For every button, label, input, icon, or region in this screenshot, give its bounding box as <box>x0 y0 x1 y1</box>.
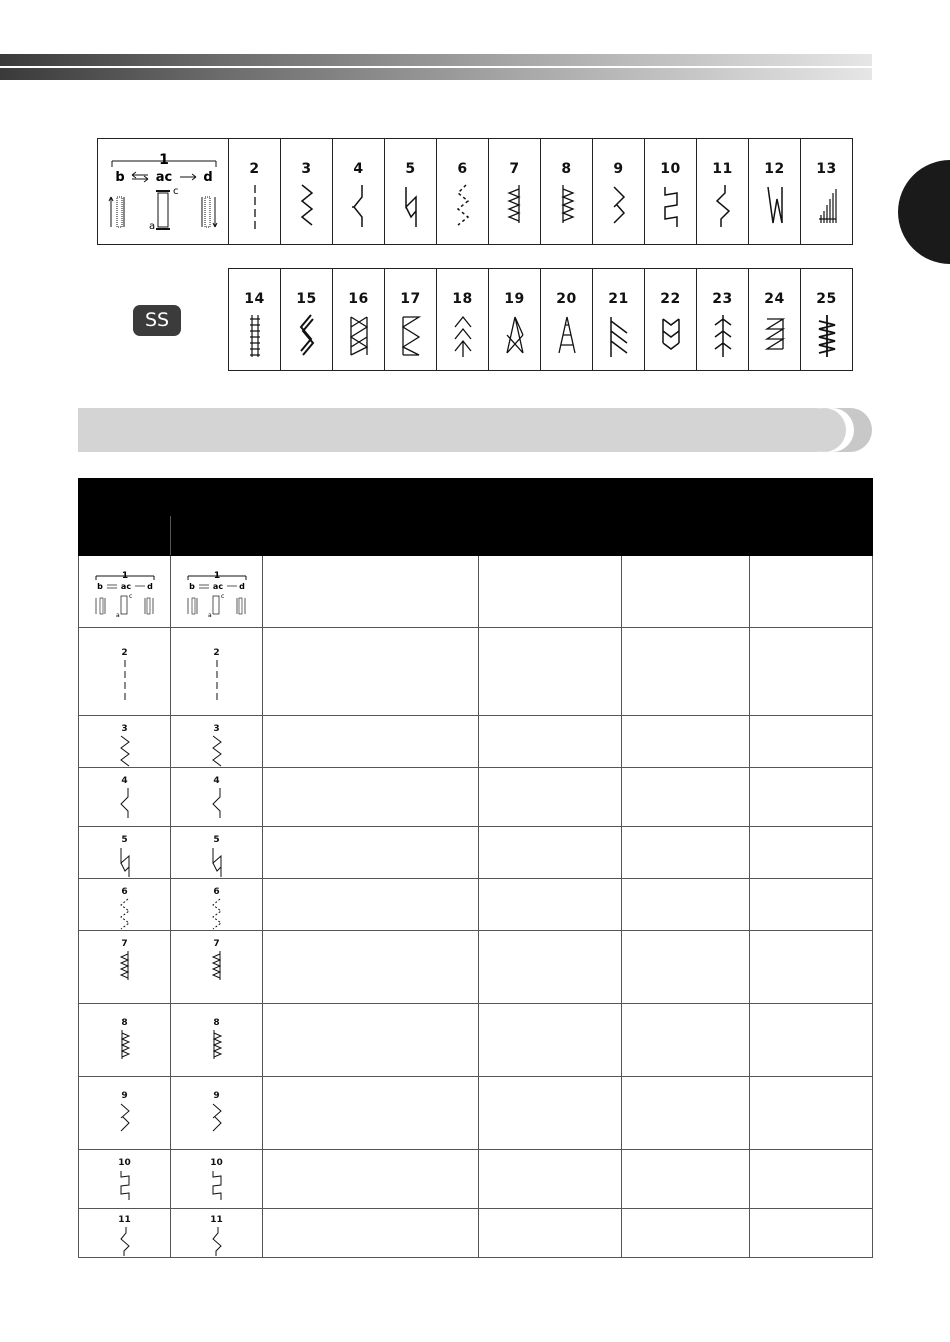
stitch-number: 10 <box>210 1158 223 1168</box>
stitch-cell-20[interactable] <box>541 269 593 371</box>
overlock-stitch-icon <box>118 846 132 878</box>
stitch-number: 16 <box>348 291 369 307</box>
scallop-stitch-icon <box>764 313 786 359</box>
utility-stitch-strip <box>97 138 853 245</box>
table-row <box>79 879 873 931</box>
stitch-number: 8 <box>561 161 572 177</box>
header-gradient-bar <box>0 54 872 80</box>
stitch-number: 1 <box>121 571 128 581</box>
stitch-cell-7[interactable] <box>489 139 541 245</box>
stitch-number: 11 <box>712 161 733 177</box>
overlock-stitch-icon <box>210 846 224 878</box>
decorative-bar-stitch-icon <box>816 183 838 229</box>
stitch-cell <box>171 628 263 716</box>
stitch-cell-3[interactable] <box>281 139 333 245</box>
stitch-cell <box>171 556 263 628</box>
stitch-number: 7 <box>121 939 128 949</box>
label-d: d <box>146 582 153 591</box>
triangle-satin-icon <box>348 313 370 359</box>
stretch-zigzag-icon <box>349 183 369 229</box>
stitch-number: 11 <box>118 1215 131 1225</box>
stitch-cell <box>171 1004 263 1077</box>
stitch-cell-23[interactable] <box>697 269 749 371</box>
stitch-number: 4 <box>121 776 128 786</box>
stitch-cell <box>79 716 171 768</box>
stretch-zigzag-icon <box>210 787 224 819</box>
stitch-number: 22 <box>660 291 681 307</box>
stitch-cell <box>79 628 171 716</box>
stitch-cell-24[interactable] <box>749 269 801 371</box>
table-header-length <box>622 479 750 556</box>
stitch-cell <box>171 768 263 827</box>
stretch-blind-hem-icon <box>118 1029 132 1061</box>
ladder-stitch-icon <box>608 313 630 359</box>
table-row <box>79 1150 873 1209</box>
zigzag-stitch-icon <box>118 735 132 767</box>
stretch-zigzag-icon <box>118 787 132 819</box>
stitch-number: 5 <box>405 161 416 177</box>
table-header-name <box>263 479 479 556</box>
straight-stitch-icon <box>245 183 265 229</box>
stitch-number: 2 <box>121 648 128 658</box>
label-a: a <box>149 221 156 232</box>
label-c: c <box>173 186 179 197</box>
stitch-number: 14 <box>244 291 265 307</box>
buttonhole-small-icon <box>182 562 252 622</box>
stitch-cell-4[interactable] <box>333 139 385 245</box>
table-row <box>79 556 873 628</box>
section-heading-bar <box>78 408 872 452</box>
label-b: b <box>115 170 125 185</box>
label-ac: ac <box>120 582 131 591</box>
table-row <box>79 716 873 768</box>
shell-stitch-icon <box>118 1169 132 1201</box>
table-header-width <box>479 479 622 556</box>
zigzag-stitch-icon <box>210 735 224 767</box>
buttonhole-small-icon <box>90 562 160 622</box>
table-header-stitch <box>79 479 263 516</box>
stitch-number: 7 <box>509 161 520 177</box>
table-subheader-b <box>171 516 263 556</box>
triple-straight-icon <box>245 313 265 359</box>
stitch-number: 8 <box>213 1018 220 1028</box>
chevron-satin-icon <box>297 313 317 359</box>
stitch-cell-11[interactable] <box>697 139 749 245</box>
rick-rack-icon <box>660 313 682 359</box>
stitch-cell <box>79 556 171 628</box>
label-b: b <box>96 582 103 591</box>
blind-hem-icon <box>210 950 224 982</box>
stitch-number: 12 <box>764 161 785 177</box>
stitch-cell-5[interactable] <box>385 139 437 245</box>
serpentine-stitch-icon <box>713 183 733 229</box>
stitch-number: 5 <box>121 835 128 845</box>
overlock-stitch-icon <box>401 183 421 229</box>
table-row <box>79 1004 873 1077</box>
stitch-cell-2[interactable] <box>229 139 281 245</box>
feather-stitch-icon <box>452 313 474 359</box>
stitch-number: 6 <box>213 887 220 897</box>
stitch-number: 3 <box>213 724 220 734</box>
stitch-cell <box>79 1209 171 1258</box>
stitch-number: 2 <box>213 648 220 658</box>
straight-stitch-icon <box>120 659 130 701</box>
serpentine-stitch-icon <box>118 1226 132 1256</box>
stitch-number: 6 <box>457 161 468 177</box>
stitch-number: 19 <box>504 291 525 307</box>
stitch-number: 3 <box>301 161 312 177</box>
stitch-number: 20 <box>556 291 577 307</box>
stitch-number: 9 <box>121 1091 128 1101</box>
stitch-cell-10[interactable] <box>645 139 697 245</box>
stitch-number: 5 <box>213 835 220 845</box>
table-header-foot <box>750 479 873 556</box>
stitch-number: 1 <box>213 571 220 581</box>
stitch-number: 23 <box>712 291 733 307</box>
stitch-cell-12[interactable] <box>749 139 801 245</box>
stitch-cell <box>171 716 263 768</box>
buttonhole-diagram-icon <box>98 139 228 240</box>
stitch-number: 9 <box>213 1091 220 1101</box>
stitch-cell-15[interactable] <box>281 269 333 371</box>
herringbone-stitch-icon <box>712 313 734 359</box>
stitch-cell-25[interactable] <box>801 269 853 371</box>
stitch-settings-table <box>78 478 873 1258</box>
serpentine-stitch-icon <box>210 1226 224 1256</box>
blind-hem-icon <box>118 950 132 982</box>
blind-hem-icon <box>505 183 525 229</box>
stitch-cell <box>79 827 171 879</box>
stitch-number: 10 <box>118 1158 131 1168</box>
blanket-stitch-icon <box>118 1102 132 1134</box>
table-row <box>79 1077 873 1150</box>
stitch-cell-6[interactable] <box>437 139 489 245</box>
stitch-cell <box>171 879 263 931</box>
stitch-number: 21 <box>608 291 629 307</box>
stitch-cell-21[interactable] <box>593 269 645 371</box>
straight-stitch-icon <box>212 659 222 701</box>
shell-stitch-icon <box>210 1169 224 1201</box>
stitch-number: 4 <box>213 776 220 786</box>
stretch-blind-hem-icon <box>210 1029 224 1061</box>
label-d: d <box>238 582 245 591</box>
label-c: c <box>128 593 132 600</box>
smocking-stitch-icon <box>765 183 785 229</box>
stitch-cell-18[interactable] <box>437 269 489 371</box>
blanket-stitch-icon <box>210 1102 224 1134</box>
label-ac: ac <box>212 582 223 591</box>
stitch-cell <box>79 1150 171 1209</box>
stitch-cell-1[interactable] <box>98 139 229 245</box>
stitch-number: 11 <box>210 1215 223 1225</box>
stitch-cell-19[interactable] <box>489 269 541 371</box>
stitch-number: 3 <box>121 724 128 734</box>
stitch-number: 9 <box>613 161 624 177</box>
chapter-tab <box>898 160 950 264</box>
label-d: d <box>203 170 213 185</box>
stitch-cell-22[interactable] <box>645 269 697 371</box>
stitch-number: 18 <box>452 291 473 307</box>
cross-stitch-icon <box>504 313 526 359</box>
zigzag-satin-icon <box>400 313 422 359</box>
stitch-number: 13 <box>816 161 837 177</box>
stitch-number: 17 <box>400 291 421 307</box>
table-row <box>79 768 873 827</box>
stitch-cell <box>171 827 263 879</box>
stitch-cell <box>79 1004 171 1077</box>
satin-stitch-badge: SS <box>133 305 181 336</box>
stitch-number: 7 <box>213 939 220 949</box>
stitch-cell <box>171 1209 263 1258</box>
table-row <box>79 628 873 716</box>
stitch-number: 4 <box>353 161 364 177</box>
stitch-cell-16[interactable] <box>333 269 385 371</box>
stitch-number: 24 <box>764 291 785 307</box>
stitch-cell <box>171 1077 263 1150</box>
stitch-number: 10 <box>660 161 681 177</box>
stitch-cell-13[interactable] <box>801 139 853 245</box>
stitch-number: 8 <box>121 1018 128 1028</box>
table-subheader-a <box>79 516 171 556</box>
stitch-number: 6 <box>121 887 128 897</box>
satin-stitch-strip <box>228 268 853 371</box>
stitch-cell-17[interactable] <box>385 269 437 371</box>
stitch-number: 15 <box>296 291 317 307</box>
stitch-cell-8[interactable] <box>541 139 593 245</box>
stitch-number: 1 <box>159 152 169 168</box>
label-ac: ac <box>155 170 173 185</box>
label-a: a <box>115 612 120 619</box>
stretch-blind-hem-icon <box>557 183 577 229</box>
label-c: c <box>220 593 224 600</box>
triple-zigzag-icon <box>118 898 132 930</box>
stitch-number: 25 <box>816 291 837 307</box>
stitch-cell <box>171 931 263 1004</box>
stitch-cell-14[interactable] <box>229 269 281 371</box>
label-a: a <box>207 612 212 619</box>
stitch-cell <box>171 1150 263 1209</box>
blanket-stitch-icon <box>609 183 629 229</box>
stitch-cell-9[interactable] <box>593 139 645 245</box>
shell-stitch-icon <box>661 183 681 229</box>
triple-zigzag-icon <box>210 898 224 930</box>
stitch-cell <box>79 879 171 931</box>
label-b: b <box>188 582 195 591</box>
triple-zigzag-icon <box>453 183 473 229</box>
stitch-number: 2 <box>249 161 260 177</box>
stitch-cell <box>79 768 171 827</box>
overcast-stitch-icon <box>816 313 838 359</box>
zigzag-stitch-icon <box>297 183 317 229</box>
honeycomb-stitch-icon <box>556 313 578 359</box>
stitch-cell <box>79 931 171 1004</box>
table-row <box>79 827 873 879</box>
table-row <box>79 931 873 1004</box>
table-row <box>79 1209 873 1258</box>
stitch-cell <box>79 1077 171 1150</box>
